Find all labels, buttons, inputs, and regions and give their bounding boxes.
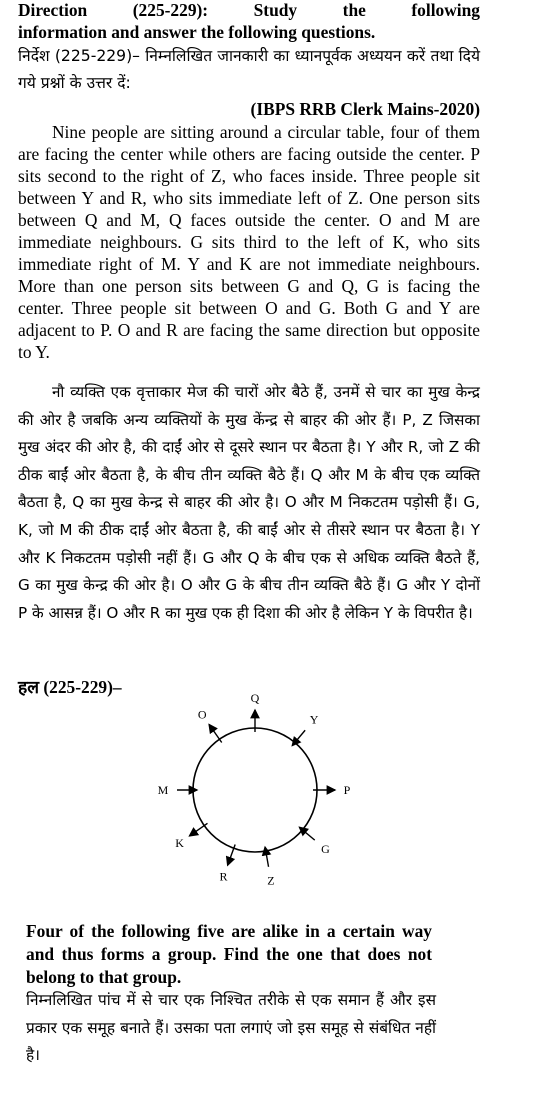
direction-heading-en-cont: information and answer the following questions. [18,22,376,42]
direction-heading-hi: निर्देश (225-229)– निम्नलिखित जानकारी का ध्यानपूर्वक अध्ययन करें तथा दिये गये प्रश्नों के उत्तर दें: [18,47,480,92]
passage-hindi: नौ व्यक्ति एक वृत्ताकार मेज की चारों ओर बैठे हैं, उनमें से चार का मुख केन्द्र की ओर है जबकि अन्य व्यक्तियों के मुख केंन्द्र से बाहर की ओर हैं। P, Z जिसका मुख अंदर की ओर है, की दाईं ओर से दूसरे स्थान पर बैठता है। Y और R, जो Z की ठीक बाईं ओर बैठता है, के बीच तीन व्यक्ति बैठे हैं। Q और M के बीच एक व्यक्ति बैठता है, Q का मुख केन्द्र से बाहर की ओर है। O और M निकटतम पड़ोसी हैं। G, K, जो M की ठीक दाईं ओर बैठता है, की बाईं ओर से तीसरे स्थान पर बैठता है। Y और K निकटतम पड़ोसी नहीं हैं। G और Q के बीच एक से अधिक व्यक्ति बैठते हैं, G का मुख केन्द्र की ओर है। O और G के बीच तीन व्यक्ति बैठे हैं। G और Y दोनों P के आसन्न हैं। O और R का मुख एक ही दिशा की ओर है लेकिन Y के विपरीत है। [18,383,480,622]
round-table [193,728,317,852]
seat-arrow-y [292,730,305,745]
seat-label-k: K [175,835,184,850]
seat-arrow-k [189,823,207,836]
direction-heading-en: Direction (225-229): Study the following [18,0,480,20]
seat-arrow-g [299,827,314,840]
seat-label-q: Q [250,691,260,705]
seat-arrow-o [209,724,222,742]
seat-label-g: G [321,842,330,857]
seating-diagram-svg [150,690,360,890]
seat-label-m: M [157,783,169,797]
passage-english: Nine people are sitting around a circular table, four of them are facing the center while others are facing outside the center. P sits second to the right of Z, who faces inside. Three people sit between Y and R, who sits immediate left of Z. One person sits between Q and M, Q faces outside the center. O and M are immediate neighbours. G sits third to the left of K, who sits immediate right of M. Y and K are not immediate neighbours. More than one person sits between G and Q, G is facing the center. Three people sit between O and G. Both G and Y are adjacent to P. O and R are facing the same direction but opposite to Y. [18,122,480,362]
seat-label-p: P [343,783,351,797]
question-hindi: निम्नलिखित पांच में से चार एक निश्चित तरीके से एक समान हैं और इस प्रकार एक समूह बनाते हैं। उसका पता लगाएं जो इस समूह से संबंधित नहीं है। [26,991,436,1064]
question-english: Four of the following five are alike in a certain way and thus forms a group. Find the one that does not belong to that group. [26,921,432,987]
seating-diagram [150,690,360,890]
seat-label-z: Z [267,873,275,888]
solution-label: हल (225-229)– [18,677,122,697]
seat-label-y: Y [309,712,319,727]
exam-source: (IBPS RRB Clerk Mains-2020) [250,99,480,119]
seat-label-r: R [219,869,228,884]
seat-label-o: O [197,707,207,722]
seat-markers [158,691,351,888]
